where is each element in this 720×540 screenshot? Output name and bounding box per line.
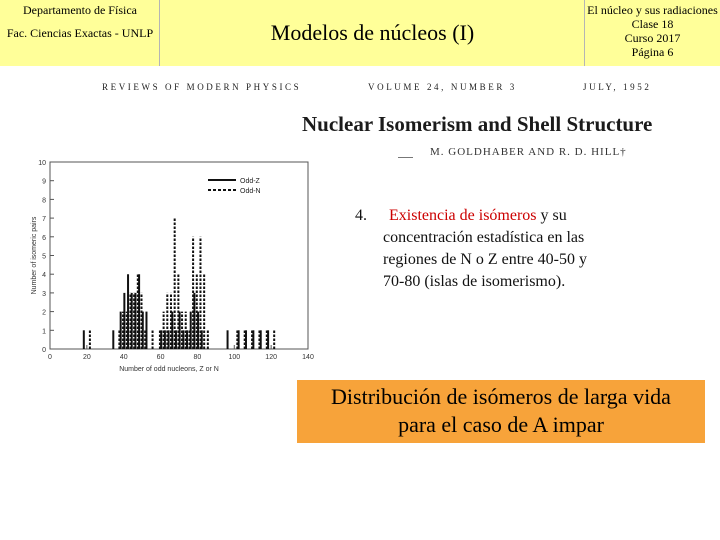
class-number: Clase 18: [631, 17, 674, 31]
x-tick-label: 20: [82, 354, 91, 361]
paper-authors: M. GOLDHABER AND R. D. HILL†: [430, 146, 627, 158]
divider: [398, 157, 413, 158]
journal-date: JULY, 1952: [583, 82, 652, 92]
bullet-line-1-rest: y su: [536, 207, 567, 224]
x-tick-label: 140: [302, 354, 314, 361]
y-tick-label: 1: [42, 328, 46, 336]
paper-title: Nuclear Isomerism and Shell Structure: [302, 112, 653, 136]
x-tick-label: 80: [193, 354, 202, 361]
x-tick-label: 40: [119, 354, 128, 361]
chart-bars: [84, 218, 274, 349]
slide-title: Modelos de núcleos (I): [270, 20, 475, 45]
bullet-line-4: 70-80 (islas de isomerismo).: [383, 273, 566, 290]
y-tick-label: 3: [42, 290, 46, 298]
y-tick-label: 4: [42, 272, 46, 280]
faculty-label: Fac. Ciencias Exactas - UNLP: [6, 26, 154, 40]
highlight-text: Existencia de isómeros: [389, 207, 537, 224]
chart-legend: [208, 178, 261, 195]
x-tick-label: 60: [156, 354, 165, 361]
header-title-panel: [160, 0, 585, 66]
caption-box: [297, 380, 705, 443]
header-right-panel: [585, 0, 720, 66]
bullet-line-1: [355, 205, 685, 227]
course-year: Curso 2017: [624, 31, 681, 45]
journal-name: REVIEWS OF MODERN PHYSICS: [102, 82, 302, 92]
caption-line-2: para el caso de A impar: [398, 412, 604, 437]
caption-line-1: Distribución de isómeros de larga vida: [331, 384, 671, 409]
y-tick-label: 0: [42, 347, 46, 354]
bullet-point: [355, 205, 685, 293]
y-tick-label: 9: [42, 178, 46, 186]
bullet-number: 4.: [355, 207, 367, 224]
y-tick-label: 2: [42, 309, 46, 317]
bullet-line-2: concentración estadística en las: [383, 229, 585, 246]
x-tick-label: 120: [265, 354, 277, 361]
y-tick-label: 6: [42, 234, 46, 242]
department-label: Departamento de Física: [23, 3, 137, 17]
x-axis-label: Number of odd nucleons, Z or N: [119, 366, 219, 373]
x-tick-label: 0: [48, 354, 52, 361]
journal-volume: VOLUME 24, NUMBER 3: [368, 82, 517, 92]
header-left-panel: [0, 0, 160, 66]
y-axis-label: Number of isomeric pairs: [31, 216, 38, 295]
legend-label-odd-n: Odd-N: [240, 188, 261, 195]
course-name: El núcleo y sus radiaciones: [587, 3, 718, 17]
isomer-distribution-chart: [28, 152, 328, 374]
legend-label-odd-z: Odd-Z: [240, 178, 260, 185]
x-tick-label: 100: [228, 354, 241, 361]
y-tick-label: 5: [42, 253, 46, 261]
y-tick-label: 8: [42, 197, 46, 205]
bullet-line-3: regiones de N o Z entre 40-50 y: [383, 251, 587, 268]
y-tick-label: 7: [42, 216, 46, 224]
page-number: Página 6: [631, 45, 674, 59]
y-tick-label: 10: [38, 160, 46, 167]
